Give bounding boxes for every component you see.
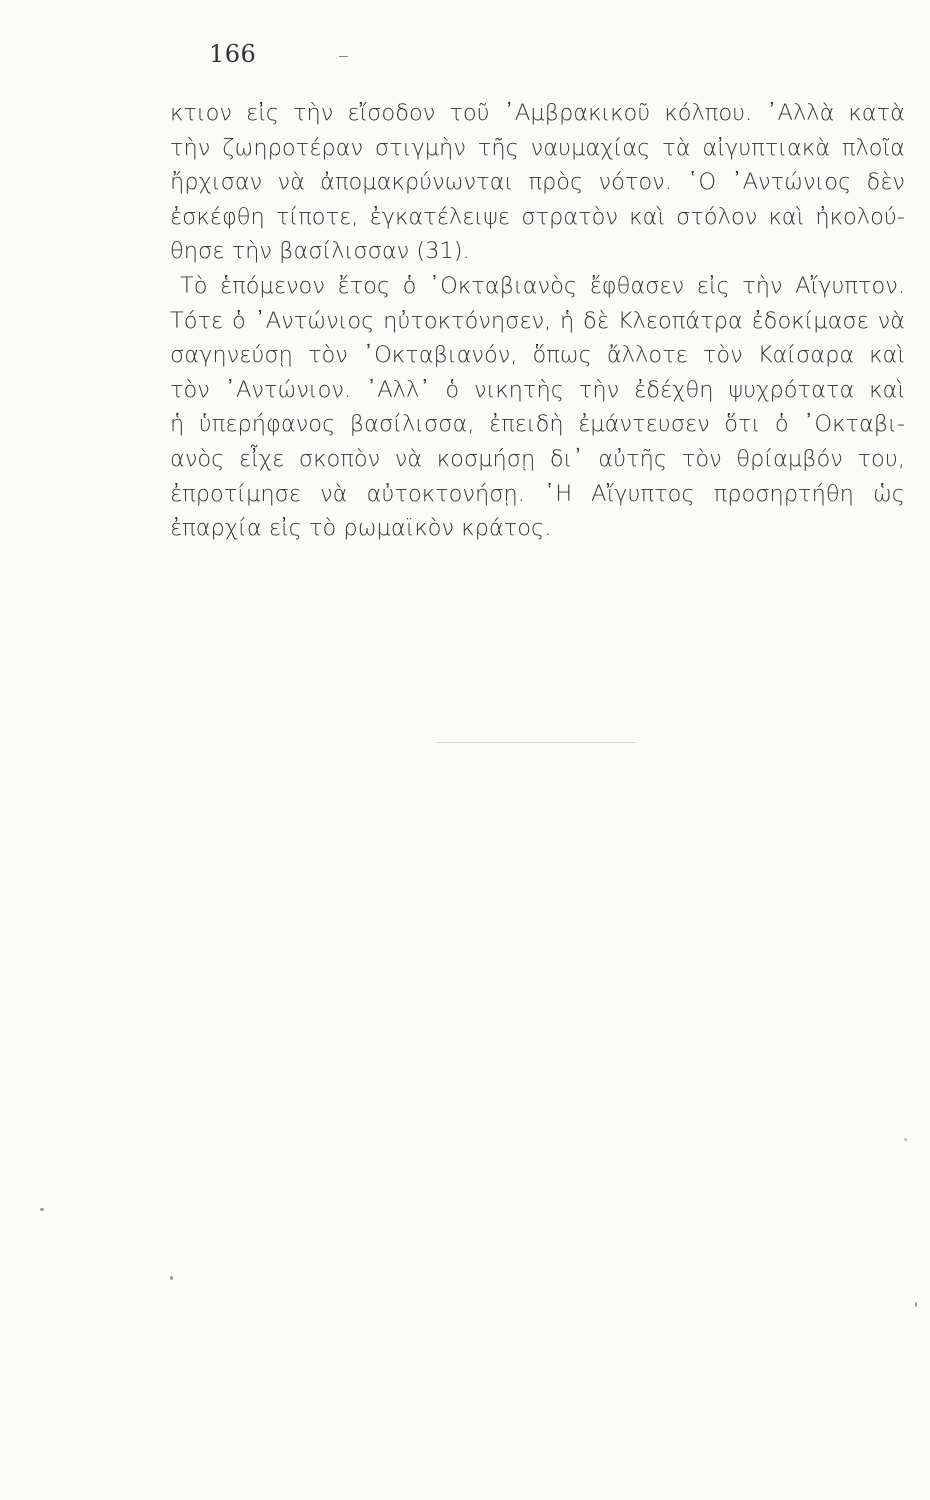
scan-speck [915, 1302, 917, 1307]
scan-speck [170, 1276, 173, 1280]
text-line: ἐπαρχία εἰς τὸ ρωμαϊκὸν κράτος. [170, 515, 552, 542]
text-line: Τὸ ἑπόμενον ἔτος ὁ ᾿Οκταβιανὸς ἔφθασεν εἰς τὴν Αἴγυπτον. [180, 272, 905, 299]
text-line: ἡ ὑπερήφανος βασίλισσα, ἐπειδὴ ἐμάντευσεν ὅτι ὁ ᾿Οκταβι- [170, 411, 905, 438]
text-line: Τότε ὁ ᾿Αντώνιος ηὐτοκτόνησεν, ἡ δὲ Κλεοπάτρα ἐδοκίμασε νὰ [170, 307, 905, 334]
header-dash [339, 56, 348, 57]
text-line: τὴν ζωηροτέραν στιγμὴν τῆς ναυμαχίας τὰ αἰγυπτιακὰ πλοῖα [170, 134, 905, 161]
text-line: τὸν ᾿Αντώνιον. ᾿Αλλ᾿ ὁ νικητὴς τὴν ἐδέχθη ψυχρότατα καὶ [170, 376, 905, 403]
text-line: ανὸς εἶχε σκοπὸν νὰ κοσμήσῃ δι᾿ αὐτῆς τὸν θρίαμβόν του, [170, 445, 905, 472]
body-text [170, 96, 905, 546]
faint-rule [436, 742, 636, 743]
page-number: 166 [209, 40, 257, 68]
text-line: κτιον εἰς τὴν εἴσοδον τοῦ ᾿Αμβρακικοῦ κόλπου. ᾿Αλλὰ κατὰ [170, 100, 905, 126]
text-line: θησε τὴν βασίλισσαν (31). [170, 238, 470, 265]
scan-speck [904, 1138, 907, 1141]
scan-speck [40, 1208, 44, 1211]
text-line: ἐσκέφθη τίποτε, ἐγκατέλειψε στρατὸν καὶ στόλον καὶ ἠκολού- [170, 203, 905, 230]
text-line: σαγηνεύσῃ τὸν ᾿Οκταβιανόν, ὅπως ἄλλοτε τὸν Καίσαρα καὶ [170, 342, 905, 369]
text-line: ἤρχισαν νὰ ἀπομακρύνωνται πρὸς νότον. ῾Ο ᾿Αντώνιος δὲν [170, 169, 905, 196]
text-line: ἐπροτίμησε νὰ αὐτοκτονήσῃ. ῾Η Αἴγυπτος προσηρτήθη ὡς [170, 480, 905, 507]
